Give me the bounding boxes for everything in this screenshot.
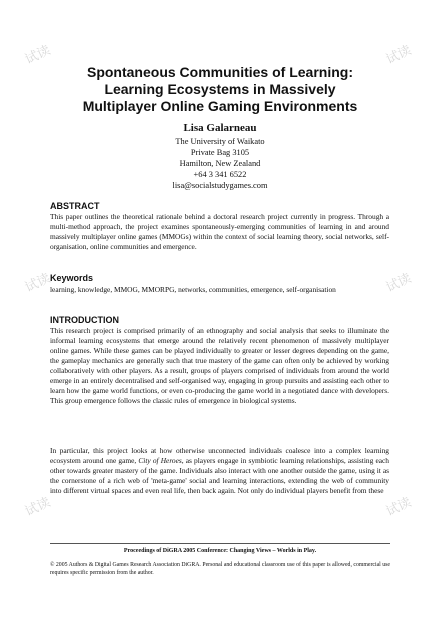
introduction-paragraph [50,446,389,496]
abstract-heading: ABSTRACT [50,201,100,211]
watermark: 试读 [22,43,53,68]
introduction-paragraph: This research project is comprised primarily of an ethnography and social analysis that seeks to illuminate the informal learning ecosystems that emerge around the relatively recent phenomenon of massively multiplayer online games. While these games can be played individually to greater or lesser degrees depending on the game, the gameplay mechanics are generally such that true mastery of the game can often only be achieved by working collaboratively with other players. As a result, groups of players comprised of individuals from around the world emerge in an entirely decentralised and self-organised way, engaging in group pursuits and assisting each other to learn how the game world functions, or even co-producing the game world in a negotiated dance with developers. This group emergence follows the classic rules of emergence in biological systems. [50,326,389,405]
affiliation-line: +64 3 341 6522 [193,170,247,179]
paragraph-text: In particular, this project looks at how otherwise unconnected individuals coalesce into a complex learning ecosystem around one game, [50,446,389,465]
footer-copyright: © 2005 Authors & Digital Games Research Association DiGRA. Personal and educational classroom use of this paper is allowed, commercial use requires specific permission from the author. [50,562,390,576]
watermark: 试读 [22,495,53,520]
paper-title [40,64,400,115]
title-line: Learning Ecosystems in Massively [104,81,336,97]
title-line: Spontaneous Communities of Learning: [86,64,353,80]
author-email: lisa@socialstudygames.com [172,181,268,190]
affiliation-line: Private Bag 3105 [190,148,250,157]
affiliation-line: Hamilton, New Zealand [179,159,261,168]
introduction-heading: INTRODUCTION [50,315,119,325]
footer-divider [50,543,390,544]
watermark: 试读 [383,271,414,296]
watermark: 试读 [22,271,53,296]
keywords-text: learning, knowledge, MMOG, MMORPG, networks, communities, emergence, self-organisation [50,285,336,294]
abstract-text: This paper outlines the theoretical rationale behind a doctoral research project currently in progress. Through a multi-method approach, the project examines spontaneously-emerging communities of learning in and around massively multiplayer online games (MMOGs) within the context of social learning theory, social networks, self-organisation, online communities and emergence. [50,212,389,251]
affiliation-line: The University of Waikato [175,137,265,146]
watermark: 试读 [383,495,414,520]
paragraph-text: , as players engage in symbiotic learning relationships, assisting each other towards greater mastery of the game. Individuals also interact with one another outside the game, using it as the cornerstone of a rich web of 'meta-game' social and learning interactions, extending the web of community into different virtual spaces and even real life, then back again. Not only do individual players benefit from these [50,456,389,495]
author-affiliation [40,136,400,191]
author-name: Lisa Galarneau [183,122,257,134]
keywords-heading: Keywords [50,273,94,283]
game-title: City of Heroes [138,456,182,465]
footer-conference: Proceedings of DiGRA 2005 Conference: Changing Views – Worlds in Play. [123,548,317,554]
title-line: Multiplayer Online Gaming Environments [82,98,358,114]
watermark: 试读 [383,43,414,68]
